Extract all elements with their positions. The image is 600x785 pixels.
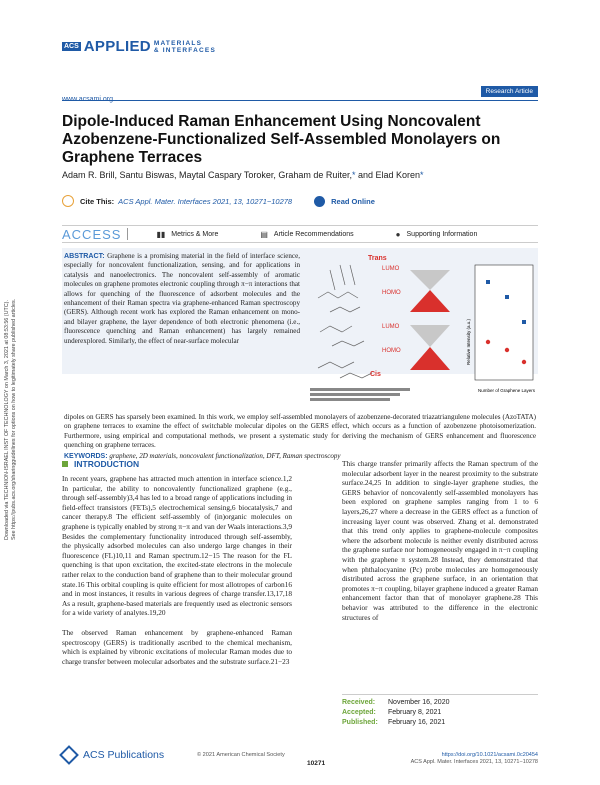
toc-plot bbox=[466, 265, 536, 393]
abstract-part2: dipoles on GERS has sparsely been examined. In this work, we employ self-assembled monolayers of azobenzene-decorated triazatriangulene molecules (AzoTATA) on graphene terraces to examine the effect of switchable molecular dipoles on the GERS effect, which occurs as a function of azobenzene photoisomerization. Furthermore, using empirical and computational methods, we present a systematic study for deriving the mechanism of GERS enhancement and fluorescence quenching on graphene terraces. bbox=[64, 413, 536, 450]
access-bar bbox=[62, 225, 538, 243]
toc-xlabel: Number of Graphene Layers bbox=[478, 388, 536, 393]
graphene-layers bbox=[310, 388, 410, 401]
acs-badge: ACS bbox=[64, 43, 79, 50]
section-marker bbox=[62, 461, 68, 467]
published-row bbox=[342, 718, 538, 728]
site-row bbox=[62, 88, 538, 98]
lumo-label-2: LUMO bbox=[382, 324, 400, 330]
recommendations-link[interactable] bbox=[260, 230, 353, 239]
received-row bbox=[342, 698, 538, 708]
molecule-region bbox=[310, 278, 390, 368]
intro-paragraph-2: The observed Raman enhancement by graphene-enhanced Raman spectroscopy (GERS) is traditionally ascribed to the chemical mechanism, which is explained by vibronic excitations of molecular Raman modes due to charge transfer between molecular adsorbates and the substrate surface.21−23 bbox=[62, 627, 292, 666]
authors-text: Adam R. Brill, Santu Biswas, Maytal Caspary Toroker, Graham de Ruiter, bbox=[62, 170, 352, 180]
header-rule bbox=[62, 100, 538, 101]
article-type-badge: Research Article bbox=[481, 86, 538, 97]
intro-paragraph-1: In recent years, graphene has attracted much attention in interface science.1,2 In particular, the ability to noncovalently functionalized graphene (e.g., through self-assembly)3,4 has led to a broad range of applications including in field-effect transistors (FETs),5 electrochemical sensing,6 biocatalysis,7 and cancer therapy.8 The efficient self-assembly of (in)organic molecules on graphene is typically enabled by strong π−π and van der Waals interactions.3,9 Besides the complementary functionality introduced through self-assembly, the physically adsorbed molecules can also undergo large changes in their fluorescence (FL)10,11 and Raman spectrum.12−15 The reason for the FL quenching is that upon excitation, the excited-state electrons in the molecule rather relax to the conduction band of graphene than to their molecular ground state.16 This orbital coupling is quite efficient for most allotropes of carbon16 and in most instances, it results in various degrees of charge transfer.13,17,18 As a result, graphene-based materials are frequently used as electronic sensors for a wide variety of analytes.19,20 bbox=[62, 474, 292, 618]
acs-publications-logo[interactable] bbox=[62, 748, 164, 762]
download-notice-line1: Downloaded via TECHNION-ISRAEL INST OF TECHNOLOGY on March 3, 2021 at 08:53:56 (UTC). bbox=[4, 300, 10, 540]
homo-label-1: HOMO bbox=[382, 290, 401, 296]
supporting-info-label: Supporting Information bbox=[406, 230, 478, 238]
toc-ylabel: Relative Intensity (a.u.) bbox=[466, 318, 471, 365]
authors-last: and Elad Koren bbox=[355, 170, 421, 180]
read-online-button[interactable] bbox=[314, 196, 375, 207]
molecule-sketches bbox=[318, 265, 372, 378]
right-column: This charge transfer primarily affects the Raman spectrum of the molecular adsorbent layer in the nearest proximity to the substrate surface.24,25 In addition to single-layer graphene studies, the GERS behavior of noncovalently self-assembled monolayers has been explored on graphene samples ranging from 1 to 6 layers,26,27 where a decrease in the GERS effect as a function of increasing layer count was observed. Zhang et al. demonstrated that this trend only applies to graphene-molecule composites where the adsorbent molecule is neither evenly distributed across the graphene surface nor homogeneously engaged in π−π coupling with the graphene π system.28 Instead, they demonstrated that when phthalocyanine (Pc) probe molecules are homogeneously distributed across the graphene surface, in an orientation that promotes π−π coupling, bilayer graphene induced a greater Raman enhancement factor than that of monolayer graphene.28 This behavior was attributed to the difference in the electronic structures of bbox=[342, 459, 538, 622]
received-date: November 16, 2020 bbox=[388, 699, 450, 706]
journal-name: APPLIED bbox=[83, 38, 151, 55]
published-date: February 16, 2021 bbox=[388, 719, 446, 726]
doi-block bbox=[411, 752, 538, 766]
bar-chart-icon: ▮▮ bbox=[156, 229, 166, 239]
accepted-row bbox=[342, 708, 538, 718]
author-list bbox=[62, 170, 538, 180]
keywords-head: KEYWORDS: bbox=[64, 453, 108, 460]
publisher-name: ACS Publications bbox=[83, 749, 165, 761]
read-online-icon bbox=[314, 196, 325, 207]
received-label: Received: bbox=[342, 699, 376, 706]
metrics-label: Metrics & More bbox=[171, 230, 219, 238]
cite-label: Cite This: bbox=[80, 196, 115, 206]
dirac-cone-bottom bbox=[410, 325, 450, 370]
lumo-label-1: LUMO bbox=[382, 266, 400, 272]
left-column bbox=[62, 474, 292, 676]
intro-heading bbox=[62, 459, 139, 469]
supporting-info-icon: ● bbox=[395, 229, 401, 239]
article-dates bbox=[342, 694, 538, 728]
trans-label: Trans bbox=[368, 255, 387, 262]
homo-label-2: HOMO bbox=[382, 348, 401, 354]
abstract-head: ABSTRACT: bbox=[64, 252, 105, 260]
page-number: 10271 bbox=[307, 760, 326, 767]
download-notice bbox=[4, 210, 24, 540]
abstract-part1 bbox=[64, 252, 300, 346]
toc-graphic bbox=[310, 250, 536, 405]
journal-sub2: & INTERFACES bbox=[153, 46, 216, 54]
page-footer bbox=[62, 748, 538, 772]
journal-logo[interactable] bbox=[62, 38, 216, 55]
cis-label: Cis bbox=[370, 371, 381, 378]
doi-link[interactable]: https://doi.org/10.1021/acsami.0c20454 bbox=[441, 752, 538, 758]
abstract-text1: Graphene is a promising material in the field of interface science, especially for noncovalent functionalization, sensing, and for applications in catalysis and nanoelectronics. The noncovalent self-assembly of aromatic molecules on graphene promotes electronic coupling through π−π interactions that allows for quenching of the fluorescence of adsorbent molecules and the enhancement of their Raman spectra via graphene-enhanced Raman spectroscopy (GERS). Although recent work has explored the Raman enhancement on mono- and bilayer graphene, the layer dependence of both electronic phenomena (i.e., fluorescence quenching and Raman enhancement) has largely remained underexplored. Similarly, the effect of near-surface molecular bbox=[64, 252, 300, 345]
published-label: Published: bbox=[342, 719, 378, 726]
dirac-cone-top bbox=[410, 270, 450, 312]
cite-icon bbox=[62, 195, 74, 207]
cite-row bbox=[62, 193, 538, 209]
article-title: Dipole-Induced Raman Enhancement Using Noncovalent Azobenzene-Functionalized Self-Assembled Monolayers on Graphene Terraces bbox=[62, 113, 501, 166]
intro-heading-text: INTRODUCTION bbox=[74, 459, 140, 469]
journal-sub1: MATERIALS bbox=[153, 39, 203, 47]
corresponding-star[interactable]: * bbox=[351, 170, 356, 180]
recommendations-label: Article Recommendations bbox=[273, 230, 354, 238]
cite-link[interactable]: ACS Appl. Mater. Interfaces 2021, 13, 10271−10278 bbox=[118, 196, 293, 206]
accepted-date: February 8, 2021 bbox=[388, 709, 442, 716]
access-label: ACCESS bbox=[62, 226, 122, 242]
accepted-label: Accepted: bbox=[342, 709, 376, 716]
metrics-link[interactable] bbox=[156, 230, 218, 239]
copyright: © 2021 American Chemical Society bbox=[197, 752, 285, 758]
download-notice-line2: See https://pubs.acs.org/sharingguidelines for options on how to legitimately share published articles. bbox=[11, 298, 17, 540]
acs-hex-icon bbox=[59, 745, 79, 765]
corresponding-star[interactable]: * bbox=[420, 170, 424, 180]
access-divider bbox=[127, 228, 128, 240]
footer-citation: ACS Appl. Mater. Interfaces 2021, 13, 10271−10278 bbox=[410, 759, 538, 765]
keywords-text: graphene, 2D materials, noncovalent functionalization, DFT, Raman spectroscopy bbox=[109, 452, 341, 460]
document-icon: ▤ bbox=[260, 229, 268, 239]
read-online-label: Read Online bbox=[331, 196, 375, 206]
supporting-info-link[interactable] bbox=[396, 230, 478, 239]
